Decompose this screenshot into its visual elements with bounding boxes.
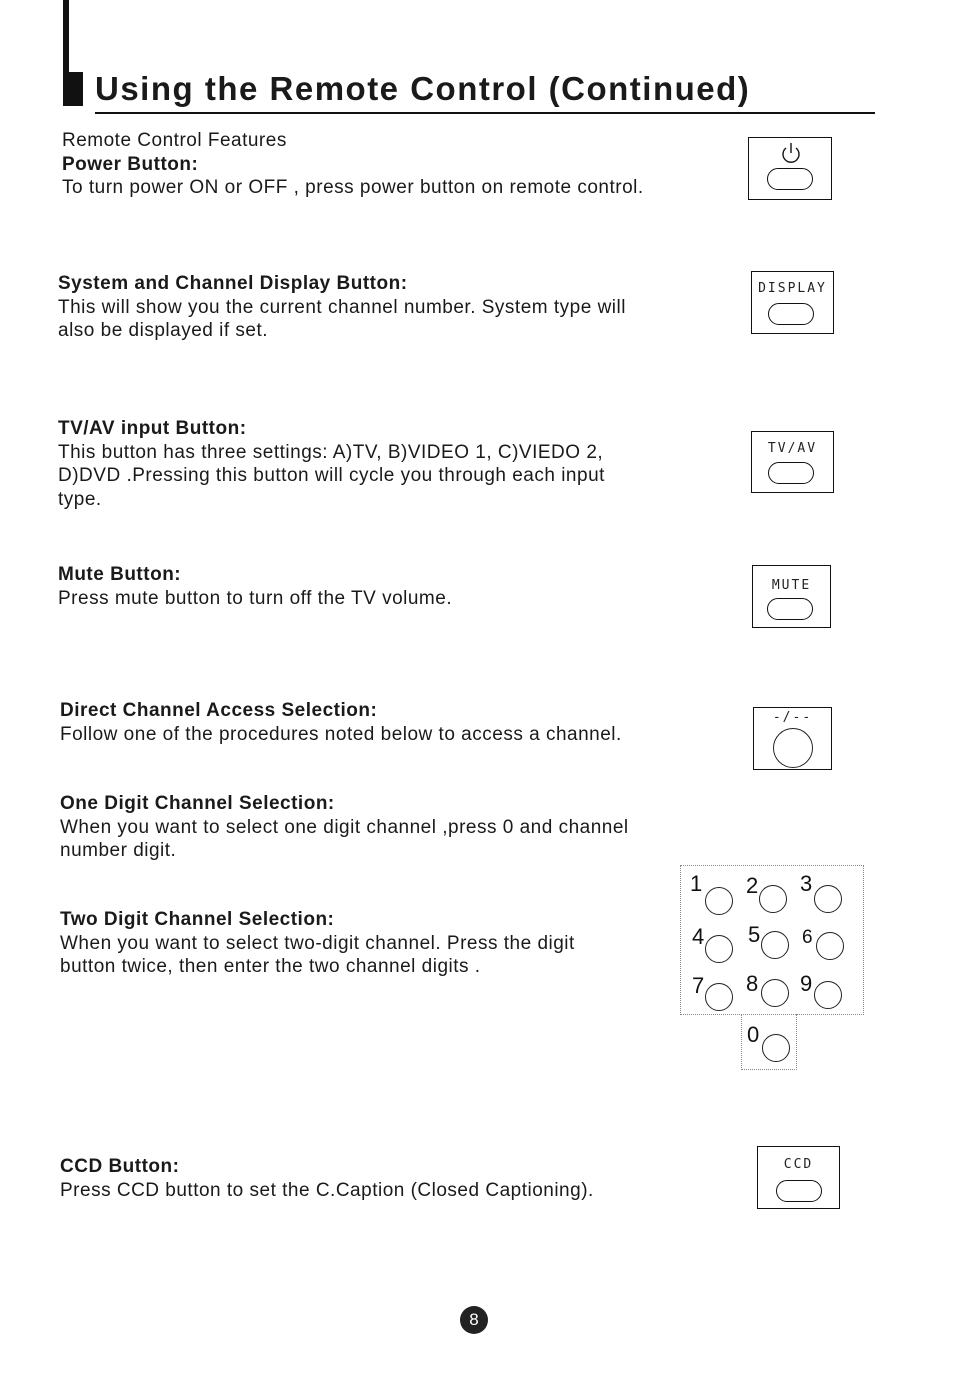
display-label: DISPLAY: [758, 281, 827, 296]
mute-label: MUTE: [771, 578, 812, 593]
keypad-key: [814, 885, 842, 913]
page-title: Using the Remote Control (Continued): [95, 70, 751, 107]
tvav-button-illustration: [751, 431, 834, 493]
section-text: Follow one of the procedures noted below to access a channel.: [60, 723, 622, 745]
keypad-key: [705, 935, 733, 963]
section-tvav: [58, 417, 605, 511]
section-text: When you want to select two-digit channel. Press the digit: [60, 932, 575, 954]
section-direct-channel: [60, 699, 622, 746]
section-text: number digit.: [60, 840, 177, 861]
keypad-digit: 1: [690, 871, 703, 896]
keypad-digit: 8: [746, 971, 759, 996]
section-text: To turn power ON or OFF , press power button on remote control.: [62, 177, 644, 198]
section-text: This will show you the current channel number. System type will: [58, 296, 626, 318]
dash-button-illustration: [753, 707, 832, 770]
section-heading: CCD Button:: [60, 1156, 180, 1177]
keypad-digit: 3: [800, 871, 813, 896]
section-text: type.: [58, 488, 102, 510]
section-heading: Direct Channel Access Selection:: [60, 700, 378, 721]
keypad-key: [814, 981, 842, 1009]
section-heading: TV/AV input Button:: [58, 418, 247, 439]
section-one-digit: [60, 792, 629, 863]
dash-label: -/--: [772, 710, 813, 725]
section-heading: One Digit Channel Selection:: [60, 793, 335, 814]
mute-button-illustration: [752, 565, 831, 628]
title-underline: [95, 112, 875, 114]
ccd-button-illustration: [757, 1146, 840, 1209]
intro-text: Remote Control Features: [62, 130, 287, 151]
button-pill: [776, 1180, 822, 1202]
keypad-key: [759, 885, 787, 913]
section-heading: Two Digit Channel Selection:: [60, 909, 335, 930]
section-text: also be displayed if set.: [58, 320, 269, 341]
button-pill: [767, 598, 813, 620]
section-text: When you want to select one digit channel ,press 0 and channel: [60, 816, 629, 838]
section-text: Press CCD button to set the C.Caption (Closed Captioning).: [60, 1179, 594, 1201]
section-text: Press mute button to turn off the TV volume.: [58, 587, 453, 609]
section-two-digit: [60, 908, 575, 979]
keypad-digit: 5: [748, 922, 761, 947]
keypad-digit: 9: [800, 971, 813, 996]
power-button-illustration: [748, 137, 832, 200]
round-button: [773, 728, 813, 768]
section-display: [58, 272, 626, 343]
keypad-digit: 6: [802, 927, 813, 948]
power-icon: [779, 141, 803, 165]
tvav-label: TV/AV: [767, 441, 818, 456]
ccd-label: CCD: [783, 1157, 814, 1172]
button-pill: [767, 168, 813, 190]
page-number: 8: [460, 1306, 488, 1334]
section-text: This button has three settings: A)TV, B)VIDEO 1, C)VIEDO 2,: [58, 441, 604, 463]
keypad-key: [705, 983, 733, 1011]
section-mute: [58, 563, 452, 610]
keypad-key: [761, 979, 789, 1007]
keypad-key: [761, 931, 789, 959]
section-heading: Power Button:: [62, 153, 199, 175]
header-block: [63, 72, 83, 106]
section-heading: System and Channel Display Button:: [58, 273, 408, 294]
keypad-digit: 7: [692, 973, 705, 998]
section-power: [62, 129, 644, 200]
button-pill: [768, 303, 814, 325]
keypad-digit: 0: [747, 1022, 760, 1047]
section-text: button twice, then enter the two channel digits .: [60, 956, 481, 977]
keypad-key: [762, 1034, 790, 1062]
keypad-digit: 2: [746, 873, 759, 898]
button-pill: [768, 462, 814, 484]
section-text: D)DVD .Pressing this button will cycle you through each input: [58, 465, 605, 486]
keypad-digit: 4: [692, 924, 705, 949]
section-ccd: [60, 1155, 594, 1202]
section-heading: Mute Button:: [58, 564, 182, 585]
keypad-key: [816, 932, 844, 960]
display-button-illustration: [751, 271, 834, 334]
keypad-key: [705, 887, 733, 915]
